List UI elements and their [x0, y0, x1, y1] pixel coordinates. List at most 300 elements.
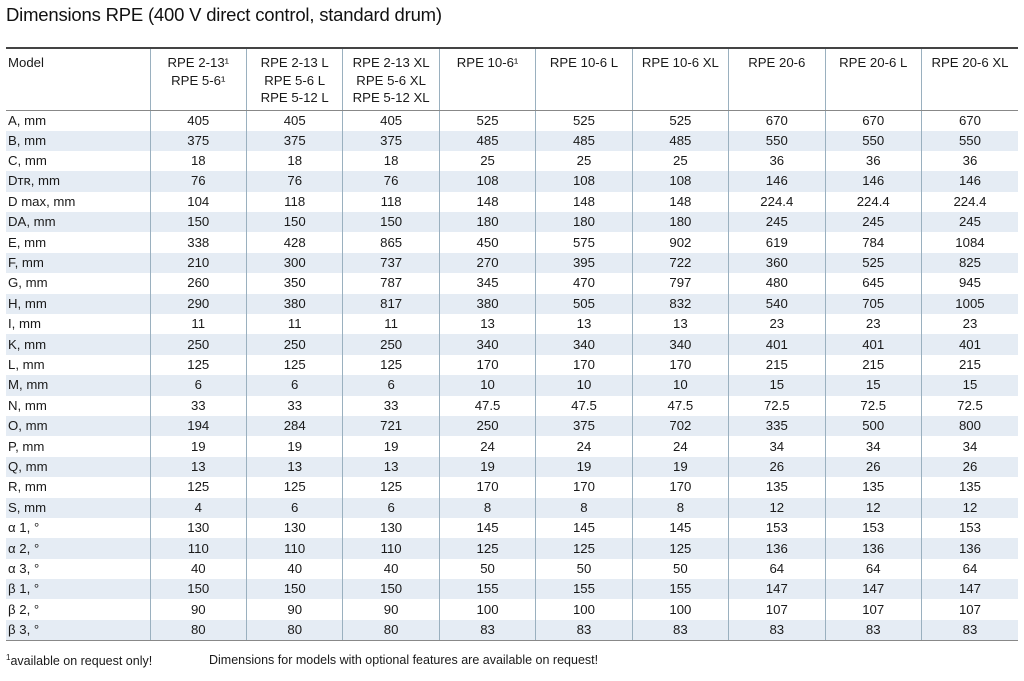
table-cell: 170	[632, 477, 728, 497]
row-label: F, mm	[6, 253, 150, 273]
table-row	[6, 436, 1018, 456]
table-cell: 670	[825, 110, 921, 131]
row-label: A, mm	[6, 110, 150, 131]
table-cell: 401	[825, 334, 921, 354]
table-cell: 125	[150, 355, 246, 375]
table-cell: 722	[632, 253, 728, 273]
table-cell: 148	[536, 192, 632, 212]
column-header-line: RPE 2-13 XL	[352, 55, 430, 70]
table-cell: 250	[343, 334, 439, 354]
table-cell: 34	[825, 436, 921, 456]
table-cell: 428	[246, 232, 342, 252]
table-cell: 15	[921, 375, 1018, 395]
table-cell: 170	[439, 477, 535, 497]
table-cell: 11	[343, 314, 439, 334]
column-header-line: RPE 5-6 XL	[356, 72, 426, 88]
table-cell: 148	[632, 192, 728, 212]
table-cell: 50	[632, 559, 728, 579]
table-cell: 250	[150, 334, 246, 354]
table-row	[6, 579, 1018, 599]
table-cell: 180	[632, 212, 728, 232]
table-row	[6, 334, 1018, 354]
table-cell: 125	[343, 355, 439, 375]
table-cell: 224.4	[825, 192, 921, 212]
table-cell: 12	[729, 498, 825, 518]
table-cell: 170	[439, 355, 535, 375]
table-cell: 18	[150, 151, 246, 171]
table-row	[6, 253, 1018, 273]
table-cell: 110	[343, 538, 439, 558]
table-cell: 19	[632, 457, 728, 477]
column-header-line: RPE 5-6 L	[264, 72, 326, 88]
table-cell: 40	[150, 559, 246, 579]
row-label: O, mm	[6, 416, 150, 436]
table-cell: 80	[150, 620, 246, 641]
table-cell: 34	[921, 436, 1018, 456]
table-cell: 13	[246, 457, 342, 477]
table-cell: 153	[825, 518, 921, 538]
table-row	[6, 192, 1018, 212]
table-cell: 34	[729, 436, 825, 456]
table-cell: 12	[825, 498, 921, 518]
table-cell: 108	[632, 171, 728, 191]
table-cell: 13	[536, 314, 632, 334]
table-cell: 170	[536, 355, 632, 375]
row-label: P, mm	[6, 436, 150, 456]
table-cell: 25	[439, 151, 535, 171]
row-label: G, mm	[6, 273, 150, 293]
table-cell: 33	[150, 396, 246, 416]
table-row	[6, 151, 1018, 171]
table-cell: 83	[729, 620, 825, 641]
table-cell: 1084	[921, 232, 1018, 252]
table-cell: 147	[921, 579, 1018, 599]
table-cell: 23	[921, 314, 1018, 334]
table-cell: 395	[536, 253, 632, 273]
row-label: C, mm	[6, 151, 150, 171]
column-header-line: RPE 2-13 L	[260, 55, 329, 70]
table-row	[6, 212, 1018, 232]
table-cell: 23	[825, 314, 921, 334]
table-cell: 18	[246, 151, 342, 171]
table-cell: 800	[921, 416, 1018, 436]
table-row	[6, 620, 1018, 641]
table-cell: 670	[729, 110, 825, 131]
table-cell: 702	[632, 416, 728, 436]
table-cell: 380	[246, 294, 342, 314]
table-cell: 215	[825, 355, 921, 375]
table-cell: 90	[246, 599, 342, 619]
table-cell: 147	[729, 579, 825, 599]
table-cell: 76	[246, 171, 342, 191]
table-cell: 155	[632, 579, 728, 599]
table-cell: 8	[632, 498, 728, 518]
row-label: Dᴛʀ, mm	[6, 171, 150, 191]
table-cell: 245	[729, 212, 825, 232]
row-label: E, mm	[6, 232, 150, 252]
table-row	[6, 498, 1018, 518]
table-row	[6, 171, 1018, 191]
table-cell: 215	[921, 355, 1018, 375]
table-cell: 340	[536, 334, 632, 354]
table-row	[6, 294, 1018, 314]
table-cell: 825	[921, 253, 1018, 273]
table-cell: 485	[439, 131, 535, 151]
table-cell: 100	[439, 599, 535, 619]
column-header-line: RPE 20-6 XL	[931, 55, 1009, 70]
footer-note: Dimensions for models with optional features are available on request!	[209, 653, 599, 667]
table-cell: 797	[632, 273, 728, 293]
table-row	[6, 314, 1018, 334]
table-cell: 80	[246, 620, 342, 641]
page-title: Dimensions RPE (400 V direct control, standard drum)	[6, 4, 442, 25]
table-cell: 11	[246, 314, 342, 334]
table-cell: 83	[439, 620, 535, 641]
table-cell: 550	[825, 131, 921, 151]
footnote-marker: 1	[6, 653, 11, 662]
table-cell: 505	[536, 294, 632, 314]
table-row	[6, 273, 1018, 293]
table-cell: 64	[921, 559, 1018, 579]
table-cell: 6	[150, 375, 246, 395]
table-cell: 107	[825, 599, 921, 619]
table-cell: 150	[246, 212, 342, 232]
table-cell: 485	[632, 131, 728, 151]
table-cell: 135	[921, 477, 1018, 497]
table-row	[6, 559, 1018, 579]
table-cell: 15	[729, 375, 825, 395]
table-cell: 145	[632, 518, 728, 538]
table-cell: 180	[536, 212, 632, 232]
column-header-line: RPE 10-6 L	[549, 55, 619, 70]
table-row	[6, 518, 1018, 538]
table-cell: 146	[921, 171, 1018, 191]
table-cell: 245	[825, 212, 921, 232]
table-cell: 150	[150, 212, 246, 232]
table-cell: 107	[729, 599, 825, 619]
table-cell: 375	[343, 131, 439, 151]
table-row	[6, 110, 1018, 131]
table-cell: 6	[343, 375, 439, 395]
table-cell: 290	[150, 294, 246, 314]
table-cell: 224.4	[729, 192, 825, 212]
table-cell: 148	[439, 192, 535, 212]
table-cell: 817	[343, 294, 439, 314]
dimensions-table	[6, 47, 1018, 641]
table-cell: 125	[343, 477, 439, 497]
table-cell: 1005	[921, 294, 1018, 314]
table-cell: 8	[439, 498, 535, 518]
table-cell: 100	[632, 599, 728, 619]
table-cell: 72.5	[921, 396, 1018, 416]
table-body	[6, 110, 1018, 640]
table-cell: 125	[632, 538, 728, 558]
table-cell: 260	[150, 273, 246, 293]
table-cell: 902	[632, 232, 728, 252]
table-cell: 470	[536, 273, 632, 293]
table-cell: 33	[246, 396, 342, 416]
table-cell: 340	[632, 334, 728, 354]
table-cell: 47.5	[632, 396, 728, 416]
table-cell: 8	[536, 498, 632, 518]
row-label: β 2, °	[6, 599, 150, 619]
table-cell: 36	[921, 151, 1018, 171]
table-cell: 12	[921, 498, 1018, 518]
table-cell: 575	[536, 232, 632, 252]
column-header	[246, 48, 342, 110]
table-cell: 147	[825, 579, 921, 599]
table-cell: 15	[825, 375, 921, 395]
table-cell: 146	[729, 171, 825, 191]
table-cell: 83	[825, 620, 921, 641]
table-cell: 50	[536, 559, 632, 579]
table-cell: 155	[439, 579, 535, 599]
table-cell: 13	[343, 457, 439, 477]
table-cell: 6	[246, 498, 342, 518]
table-cell: 24	[439, 436, 535, 456]
row-label: K, mm	[6, 334, 150, 354]
table-cell: 146	[825, 171, 921, 191]
table-cell: 110	[150, 538, 246, 558]
table-cell: 125	[150, 477, 246, 497]
table-cell: 525	[536, 110, 632, 131]
table-row	[6, 416, 1018, 436]
table-cell: 485	[536, 131, 632, 151]
table-cell: 25	[632, 151, 728, 171]
table-cell: 19	[536, 457, 632, 477]
row-label: H, mm	[6, 294, 150, 314]
table-cell: 47.5	[536, 396, 632, 416]
table-cell: 6	[246, 375, 342, 395]
table-cell: 150	[150, 579, 246, 599]
table-cell: 11	[150, 314, 246, 334]
table-cell: 47.5	[439, 396, 535, 416]
column-header-line: RPE 10-6¹	[456, 55, 519, 70]
row-label: DA, mm	[6, 212, 150, 232]
table-cell: 19	[343, 436, 439, 456]
table-cell: 130	[246, 518, 342, 538]
table-cell: 145	[536, 518, 632, 538]
table-cell: 480	[729, 273, 825, 293]
table-cell: 130	[150, 518, 246, 538]
table-row	[6, 599, 1018, 619]
table-cell: 550	[921, 131, 1018, 151]
row-label: N, mm	[6, 396, 150, 416]
table-cell: 10	[536, 375, 632, 395]
table-cell: 36	[825, 151, 921, 171]
table-row	[6, 131, 1018, 151]
table-row	[6, 375, 1018, 395]
column-header	[439, 48, 535, 110]
table-cell: 80	[343, 620, 439, 641]
row-label: α 1, °	[6, 518, 150, 538]
table-cell: 125	[439, 538, 535, 558]
table-header	[6, 48, 1018, 110]
row-label: D max, mm	[6, 192, 150, 212]
table-cell: 401	[921, 334, 1018, 354]
table-cell: 737	[343, 253, 439, 273]
table-cell: 194	[150, 416, 246, 436]
table-cell: 100	[536, 599, 632, 619]
row-label: I, mm	[6, 314, 150, 334]
row-label: β 1, °	[6, 579, 150, 599]
table-cell: 284	[246, 416, 342, 436]
dimensions-table-container	[6, 47, 1018, 641]
table-cell: 375	[150, 131, 246, 151]
table-cell: 375	[536, 416, 632, 436]
column-header	[729, 48, 825, 110]
table-cell: 108	[439, 171, 535, 191]
column-header-line: RPE 10-6 XL	[641, 55, 719, 70]
table-row	[6, 538, 1018, 558]
table-cell: 180	[439, 212, 535, 232]
table-cell: 784	[825, 232, 921, 252]
table-cell: 118	[343, 192, 439, 212]
table-cell: 250	[439, 416, 535, 436]
column-header-line: RPE 20-6 L	[839, 55, 908, 70]
column-header	[632, 48, 728, 110]
table-cell: 76	[150, 171, 246, 191]
table-cell: 450	[439, 232, 535, 252]
column-header	[343, 48, 439, 110]
table-cell: 338	[150, 232, 246, 252]
row-label: α 2, °	[6, 538, 150, 558]
table-cell: 83	[536, 620, 632, 641]
column-header-line: RPE 20-6	[748, 55, 806, 70]
table-cell: 136	[921, 538, 1018, 558]
table-cell: 23	[729, 314, 825, 334]
table-cell: 26	[921, 457, 1018, 477]
table-cell: 90	[343, 599, 439, 619]
table-cell: 83	[921, 620, 1018, 641]
table-cell: 76	[343, 171, 439, 191]
table-cell: 170	[632, 355, 728, 375]
table-cell: 4	[150, 498, 246, 518]
row-label: S, mm	[6, 498, 150, 518]
column-header-line: RPE 5-12 XL	[352, 90, 430, 105]
table-cell: 110	[246, 538, 342, 558]
table-cell: 150	[343, 212, 439, 232]
table-cell: 107	[921, 599, 1018, 619]
table-cell: 108	[536, 171, 632, 191]
row-label: L, mm	[6, 355, 150, 375]
column-header-line: RPE 2-13¹	[167, 55, 230, 70]
column-header-line: RPE 5-6¹	[171, 72, 226, 88]
row-label: M, mm	[6, 375, 150, 395]
table-cell: 155	[536, 579, 632, 599]
table-cell: 26	[729, 457, 825, 477]
row-label: B, mm	[6, 131, 150, 151]
footnote	[6, 653, 152, 668]
column-header	[825, 48, 921, 110]
table-cell: 525	[825, 253, 921, 273]
table-cell: 130	[343, 518, 439, 538]
table-cell: 832	[632, 294, 728, 314]
table-cell: 24	[536, 436, 632, 456]
footnote-text: available on request only!	[10, 654, 153, 668]
table-cell: 18	[343, 151, 439, 171]
table-cell: 245	[921, 212, 1018, 232]
table-cell: 25	[536, 151, 632, 171]
table-cell: 118	[246, 192, 342, 212]
table-cell: 401	[729, 334, 825, 354]
table-cell: 40	[343, 559, 439, 579]
table-cell: 721	[343, 416, 439, 436]
table-cell: 150	[343, 579, 439, 599]
table-cell: 375	[246, 131, 342, 151]
table-cell: 405	[246, 110, 342, 131]
table-cell: 405	[150, 110, 246, 131]
table-cell: 125	[246, 477, 342, 497]
table-cell: 380	[439, 294, 535, 314]
table-cell: 170	[536, 477, 632, 497]
table-cell: 787	[343, 273, 439, 293]
table-cell: 525	[632, 110, 728, 131]
table-cell: 36	[729, 151, 825, 171]
table-cell: 150	[246, 579, 342, 599]
table-cell: 135	[729, 477, 825, 497]
table-cell: 13	[150, 457, 246, 477]
table-cell: 550	[729, 131, 825, 151]
table-cell: 340	[439, 334, 535, 354]
table-row	[6, 232, 1018, 252]
header-row	[6, 48, 1018, 110]
table-cell: 153	[921, 518, 1018, 538]
table-row	[6, 477, 1018, 497]
table-cell: 360	[729, 253, 825, 273]
table-cell: 525	[439, 110, 535, 131]
table-cell: 125	[536, 538, 632, 558]
table-cell: 300	[246, 253, 342, 273]
table-cell: 19	[439, 457, 535, 477]
table-cell: 125	[246, 355, 342, 375]
row-label: β 3, °	[6, 620, 150, 641]
table-cell: 335	[729, 416, 825, 436]
model-header: Model	[6, 48, 150, 110]
table-cell: 153	[729, 518, 825, 538]
table-cell: 64	[729, 559, 825, 579]
table-cell: 540	[729, 294, 825, 314]
table-row	[6, 355, 1018, 375]
table-cell: 670	[921, 110, 1018, 131]
column-header	[150, 48, 246, 110]
table-cell: 405	[343, 110, 439, 131]
table-cell: 72.5	[825, 396, 921, 416]
table-cell: 6	[343, 498, 439, 518]
table-cell: 50	[439, 559, 535, 579]
table-cell: 500	[825, 416, 921, 436]
row-label: Q, mm	[6, 457, 150, 477]
table-cell: 90	[150, 599, 246, 619]
table-cell: 136	[729, 538, 825, 558]
table-cell: 104	[150, 192, 246, 212]
table-cell: 136	[825, 538, 921, 558]
table-cell: 13	[632, 314, 728, 334]
table-cell: 345	[439, 273, 535, 293]
table-cell: 210	[150, 253, 246, 273]
table-cell: 26	[825, 457, 921, 477]
table-cell: 865	[343, 232, 439, 252]
table-cell: 215	[729, 355, 825, 375]
table-cell: 13	[439, 314, 535, 334]
column-header	[921, 48, 1018, 110]
table-cell: 72.5	[729, 396, 825, 416]
table-cell: 83	[632, 620, 728, 641]
table-cell: 250	[246, 334, 342, 354]
table-row	[6, 396, 1018, 416]
row-label: R, mm	[6, 477, 150, 497]
table-cell: 24	[632, 436, 728, 456]
